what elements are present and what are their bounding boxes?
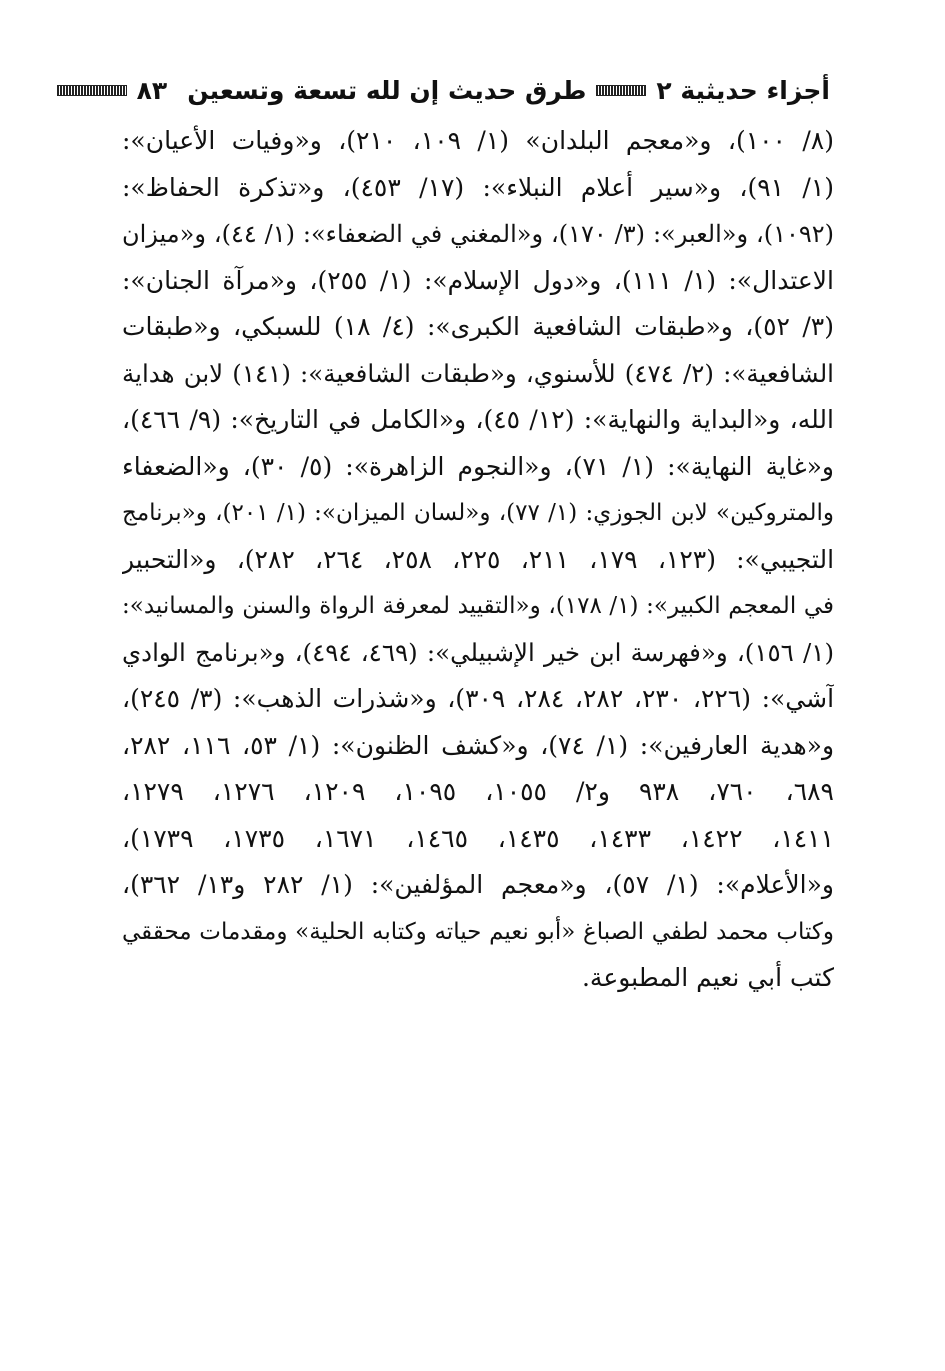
- text-line: الشافعية»: (٢/ ٤٧٤) للأسنوي، و«طبقات الشافعية»: (١٤١) لابن هداية: [122, 358, 834, 388]
- text-line: (١/ ٩١)، و«سير أعلام النبلاء»: (١٧/ ٤٥٣)، و«تذكرة الحفاظ»:: [122, 172, 834, 202]
- running-header: [130, 70, 830, 110]
- text-line: وكتاب محمد لطفي الصباغ «أبو نعيم حياته وكتابه الحلية» ومقدمات محققي: [122, 918, 834, 945]
- header-rule-1: [596, 85, 646, 96]
- text-line: ٦٨٩، ٧٦٠، ٩٣٨ و٢/ ١٠٥٥، ١٠٩٥، ١٢٠٩، ١٢٧٦، ١٢٧٩،: [122, 777, 834, 806]
- header-rule-3: [57, 85, 127, 96]
- text-line: و«هدية العارفين»: (١/ ٧٤)، و«كشف الظنون»: (١/ ٥٣، ١١٦، ٢٨٢،: [122, 730, 834, 760]
- page-number: ٨٣: [136, 75, 168, 105]
- body-text: [122, 118, 834, 1002]
- text-line: في المعجم الكبير»: (١/ ١٧٨)، و«التقييد لمعرفة الرواة والسنن والمسانيد»:: [122, 593, 834, 619]
- text-line: (٣/ ٥٢)، و«طبقات الشافعية الكبرى»: (٤/ ١٨) للسبكي، و«طبقات: [122, 312, 834, 341]
- text-line: (٨/ ١٠٠)، و«معجم البلدان» (١/ ١٠٩، ٢١٠)، و«وفيات الأعيان»:: [122, 126, 834, 155]
- text-line: (١٠٩٢)، و«العبر»: (٣/ ١٧٠)، و«المغني في الضعفاء»: (١/ ٤٤)، و«ميزان: [122, 220, 834, 248]
- text-line: (١/ ١٥٦)، و«فهرسة ابن خير الإشبيلي»: (٤٦٩، ٤٩٤)، و«برنامج الوادي: [122, 637, 834, 667]
- book-title: أجزاء حديثية ٢: [656, 75, 830, 105]
- text-line: كتب أبي نعيم المطبوعة.: [581, 963, 834, 992]
- text-line: التجيبي»: (١٢٣، ١٧٩، ٢١١، ٢٢٥، ٢٥٨، ٢٦٤، ٢٨٢)، و«التحبير: [122, 544, 834, 574]
- chapter-title: طرق حديث إن لله تسعة وتسعين: [187, 75, 587, 105]
- text-line: آشي»: (٢٢٦، ٢٣٠، ٢٨٢، ٢٨٤، ٣٠٩)، و«شذرات الذهب»: (٣/ ٢٤٥)،: [122, 684, 834, 713]
- text-line: الاعتدال»: (١/ ١١١)، و«دول الإسلام»: (١/ ٢٥٥)، و«مرآة الجنان»:: [122, 265, 834, 295]
- text-line: و«الأعلام»: (١/ ٥٧)، و«معجم المؤلفين»: (١/ ٢٨٢ و١٣/ ٣٦٢)،: [122, 870, 834, 899]
- text-line: والمتروكين» لابن الجوزي: (١/ ٧٧)، و«لسان الميزان»: (١/ ٢٠١)، و«برنامج: [122, 500, 834, 526]
- text-line: ١٤١١، ١٤٢٢، ١٤٣٣، ١٤٣٥، ١٤٦٥، ١٦٧١، ١٧٣٥، ١٧٣٩)،: [122, 823, 834, 853]
- text-line: الله، و«البداية والنهاية»: (١٢/ ٤٥)، و«الكامل في التاريخ»: (٩/ ٤٦٦)،: [122, 405, 834, 434]
- text-line: و«غاية النهاية»: (١/ ٧١)، و«النجوم الزاهرة»: (٥/ ٣٠)، و«الضعفاء: [122, 451, 834, 481]
